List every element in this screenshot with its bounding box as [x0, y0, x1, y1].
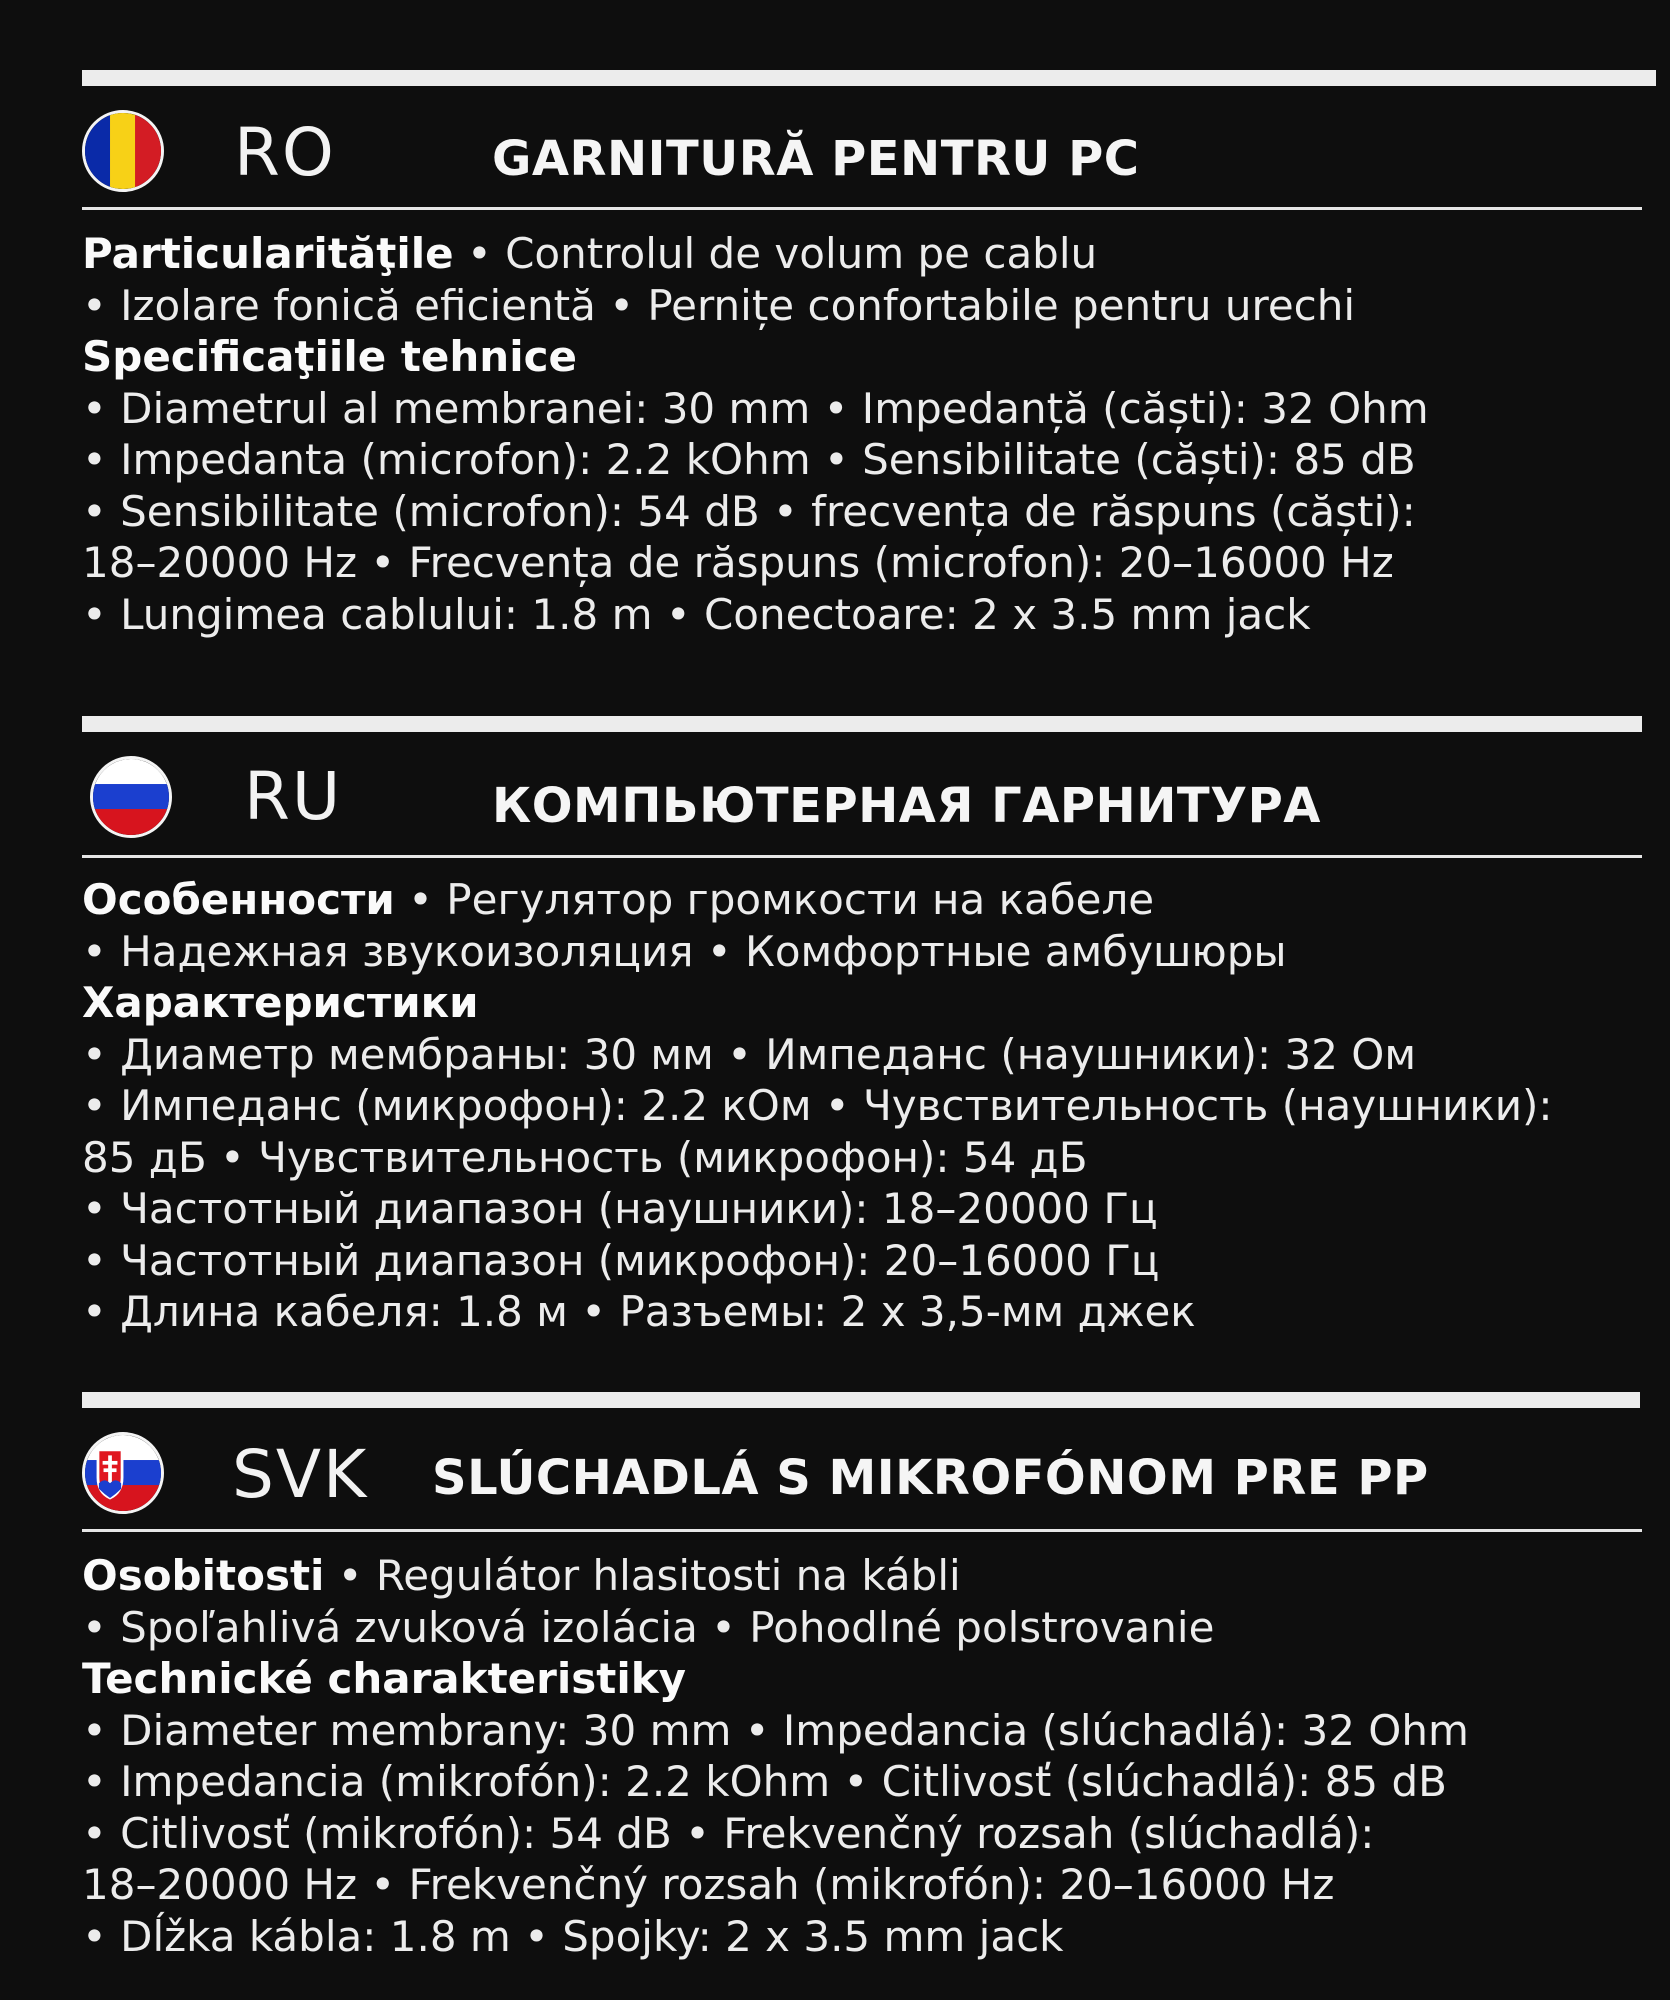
- top-rule: [82, 1392, 1640, 1408]
- spec-line: • Lungimea cablului: 1.8 m • Conectoare: 2 x 3.5 mm jack: [82, 589, 1311, 639]
- features-line-2: • Spoľahlivá zvuková izolácia • Pohodlné polstrovanie: [82, 1602, 1215, 1652]
- spec-line: • Citlivosť (mikrofón): 54 dB • Frekvenčný rozsah (slúchadlá):: [82, 1808, 1375, 1858]
- spec-line: 18–20000 Hz • Frekvenčný rozsah (mikrofón): 20–16000 Hz: [82, 1860, 1335, 1909]
- specs-label: Характеристики: [82, 978, 479, 1027]
- top-rule: [82, 70, 1656, 86]
- spec-line: • Частотный диапазон (микрофон): 20–16000 Гц: [82, 1235, 1160, 1285]
- section-body: [82, 874, 1553, 1338]
- section-ro: [82, 70, 1642, 650]
- features-text: • Controlul de volum pe cablu: [453, 229, 1098, 278]
- features-line: [82, 228, 1429, 280]
- features-text: • Регулятор громкости на кабеле: [394, 875, 1155, 924]
- header-rule: [82, 855, 1642, 858]
- features-text: • Regulátor hlasitosti na kábli: [324, 1551, 961, 1600]
- features-line: [82, 874, 1553, 926]
- spec-line: • Impedanta (microfon): 2.2 kOhm • Sensibilitate (căști): 85 dB: [82, 435, 1416, 484]
- header-rule: [82, 207, 1642, 210]
- section-svk: [82, 1392, 1642, 1972]
- header-rule: [82, 1529, 1642, 1532]
- spec-line: • Diameter membrany: 30 mm • Impedancia (slúchadlá): 32 Ohm: [82, 1705, 1469, 1755]
- section-body: [82, 1550, 1469, 1962]
- spec-line: • Dĺžka kábla: 1.8 m • Spojky: 2 x 3.5 mm jack: [82, 1911, 1064, 1961]
- section-title: SLÚCHADLÁ S MIKROFÓNOM PRE PP: [432, 1450, 1429, 1506]
- features-line: [82, 1550, 1469, 1602]
- slovakia-flag-icon: [82, 1432, 164, 1514]
- specs-label: Specificaţiile tehnice: [82, 332, 577, 381]
- section-body: [82, 228, 1429, 640]
- russia-flag-icon: [90, 756, 172, 838]
- spec-line: • Impedancia (mikrofón): 2.2 kOhm • Citlivosť (slúchadlá): 85 dB: [82, 1757, 1447, 1806]
- spec-line: • Sensibilitate (microfon): 54 dB • frecvența de răspuns (căști):: [82, 486, 1416, 536]
- section-ru: [82, 716, 1642, 1346]
- features-label: Particularităţile: [82, 229, 454, 278]
- spec-line: 18–20000 Hz • Frecvența de răspuns (microfon): 20–16000 Hz: [82, 538, 1394, 587]
- spec-line: 85 дБ • Чувствительность (микрофон): 54 дБ: [82, 1132, 1088, 1182]
- top-rule: [82, 716, 1642, 732]
- spec-line: • Длина кабеля: 1.8 м • Разъемы: 2 x 3,5-мм джек: [82, 1287, 1196, 1336]
- language-code: RU: [244, 758, 343, 835]
- features-line-2: • Izolare fonică eficientă • Pernițe confortabile pentru urechi: [82, 280, 1356, 330]
- section-title: GARNITURĂ PENTRU PC: [492, 131, 1140, 187]
- spec-line: • Диаметр мембраны: 30 мм • Импеданс (наушники): 32 Ом: [82, 1029, 1417, 1079]
- spec-line: • Частотный диапазон (наушники): 18–20000 Гц: [82, 1184, 1158, 1233]
- section-title: КОМПЬЮТЕРНАЯ ГАРНИТУРА: [492, 778, 1321, 834]
- features-line-2: • Надежная звукоизоляция • Комфортные амбушюры: [82, 926, 1287, 976]
- features-label: Особенности: [82, 875, 395, 924]
- spec-line: • Diametrul al membranei: 30 mm • Impedanță (căști): 32 Ohm: [82, 383, 1429, 433]
- features-label: Osobitosti: [82, 1551, 325, 1600]
- spec-line: • Импеданс (микрофон): 2.2 кОм • Чувствительность (наушники):: [82, 1081, 1553, 1130]
- language-code: SVK: [232, 1436, 369, 1513]
- language-code: RO: [234, 114, 336, 191]
- specs-label: Technické charakteristiky: [82, 1654, 687, 1703]
- romania-flag-icon: [82, 110, 164, 192]
